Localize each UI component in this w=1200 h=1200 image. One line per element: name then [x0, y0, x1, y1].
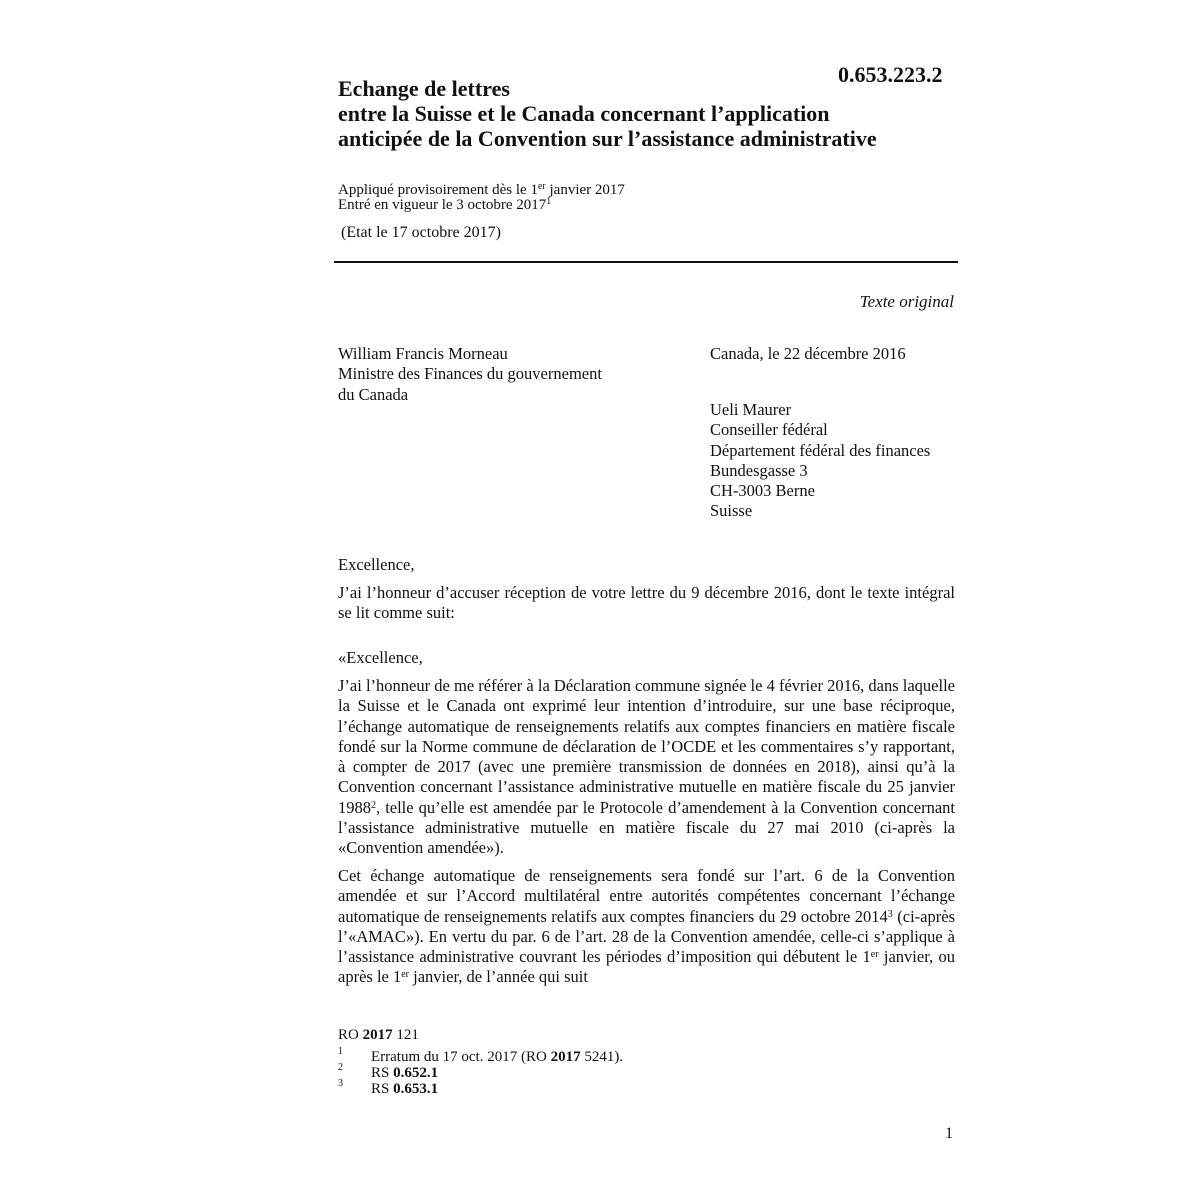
title-line-1: Echange de lettres — [338, 76, 510, 101]
sender-line: Ministre des Finances du gouvernement — [338, 364, 602, 384]
provisional-application: Appliqué provisoirement dès le 1er janvier 2017 — [338, 181, 625, 198]
place-date: Canada, le 22 décembre 2016 — [710, 344, 906, 363]
footnote-number: 3 — [338, 1078, 343, 1089]
page-number: 1 — [945, 1125, 953, 1142]
footnote-text: RS 0.652.1 — [371, 1065, 439, 1081]
sender-block — [338, 344, 638, 405]
footnote-number: 2 — [338, 1062, 343, 1073]
recipient-line: CH-3003 Berne — [710, 481, 815, 501]
paragraph-declaration: J’ai l’honneur de me référer à la Déclaration commune signée le 4 février 2016, dans laquelle la Suisse et le Canada ont exprimé leur intention d’introduire, sur une base réciproque, l’échange automatique de renseignements relatifs aux comptes financiers en matière fiscale fondé sur la Norme commune de déclaration de l’OCDE et les commentaires s’y rapportant, à compter de 2017 (avec une première transmission de données en 2018), ainsi qu’à la Convention concernant l’assistance administrative mutuelle en matière fiscale du 25 janvier 1988$^2$, telle qu’elle est amendée par le Protocole d’amendement à la Convention concernant l’assistance administrative mutuelle en matière fiscale du 27 mai 2010 (ci-après la «Convention amendée»). — [338, 676, 955, 858]
footnote-text: RS 0.653.1 — [371, 1081, 439, 1097]
recipient-line: Bundesgasse 3 — [710, 460, 808, 480]
sender-line: William Francis Morneau — [338, 344, 508, 363]
footnote-ref-2: 2 — [371, 799, 376, 811]
recipient-line: Conseiller fédéral — [710, 420, 828, 440]
applicability-dates — [338, 183, 625, 213]
original-text-label: Texte original — [859, 292, 954, 311]
status-date: (Etat le 17 octobre 2017) — [341, 224, 501, 241]
recipient-line: Suisse — [710, 501, 753, 521]
sender-line: du Canada — [338, 384, 409, 404]
paragraph-acknowledgement: J’ai l’honneur d’accuser réception de votre lettre du 9 décembre 2016, dont le texte intégral se lit comme suit: — [338, 583, 955, 623]
footnote-ref-1: 1 — [546, 196, 552, 207]
title-line-2: entre la Suisse et le Canada concernant l’application — [338, 101, 830, 126]
header-divider — [334, 261, 958, 263]
recipient-line: Département fédéral des finances — [710, 440, 931, 460]
footnote-text: Erratum du 17 oct. 2017 (RO 2017 5241). — [371, 1049, 624, 1065]
salutation: Excellence, — [338, 555, 415, 574]
recipient-line: Ueli Maurer — [710, 400, 792, 419]
recipient-block — [710, 400, 930, 522]
entry-into-force: Entré en vigueur le 3 octobre 2017$^1$ — [338, 196, 552, 213]
footnote-ref-3: 3 — [887, 908, 893, 920]
quoted-salutation: «Excellence, — [338, 648, 423, 667]
paragraph-exchange: Cet échange automatique de renseignements sera fondé sur l’art. 6 de la Convention amendée et sur l’Accord multilatéral entre autorités compétentes concernant l’échange automatique de renseignements relatifs aux comptes financiers du 29 octobre 2014$^3$ (ci-après l’«AMAC»). En vertu du par. 6 de l’art. 28 de la Convention amendée, celle-ci s’applique à l’assistance administrative couvrant les périodes d’imposition qui débutent le 1er janvier, ou après le 1er janvier, de l’année qui suit — [338, 866, 955, 987]
footnote-number: 1 — [338, 1046, 343, 1057]
ro-reference: RO 2017 121 — [338, 1027, 419, 1043]
document-title — [338, 76, 877, 151]
title-line-3: anticipée de la Convention sur l’assistance administrative — [338, 126, 877, 151]
sr-number: 0.653.223.2 — [838, 62, 943, 87]
